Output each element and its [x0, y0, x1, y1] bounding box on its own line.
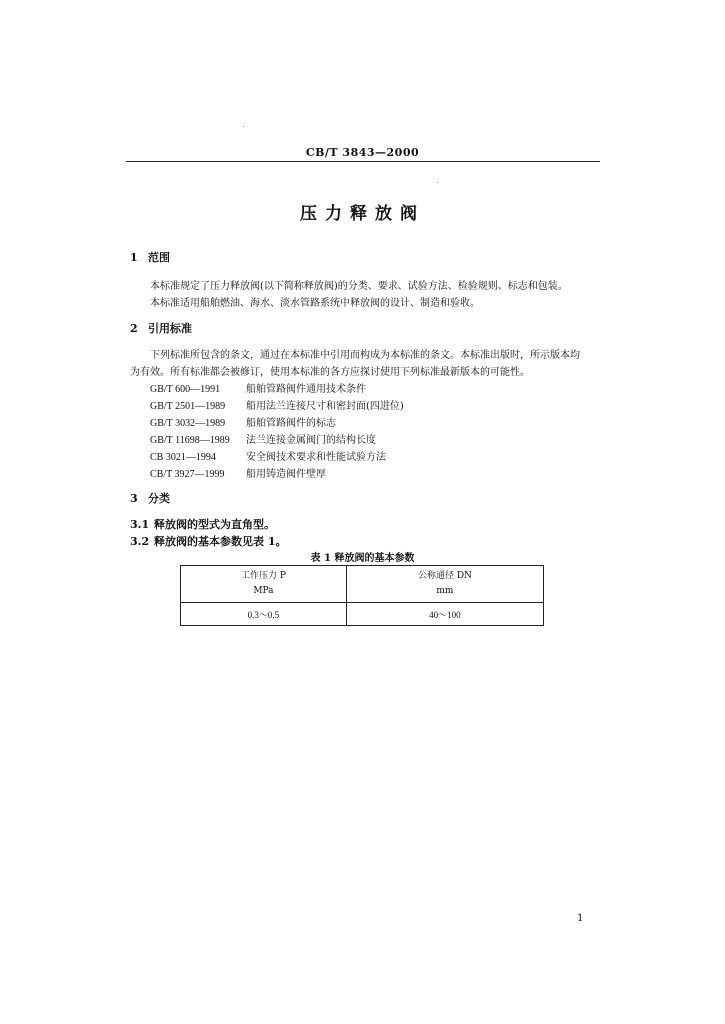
column-unit: MPa [253, 586, 274, 596]
header-rule [126, 161, 600, 162]
parameters-table [180, 565, 544, 626]
table-row [181, 603, 544, 626]
column-unit: mm [436, 586, 454, 596]
reference-title: 船舶管路阀件的标志 [246, 418, 336, 429]
reference-code: GB/T 3032—1989 [150, 418, 226, 429]
reference-code: GB/T 11698—1989 [150, 435, 230, 446]
standard-code: CB/T 3843—2000 [305, 146, 420, 159]
header-cell-pressure [181, 566, 347, 603]
table-caption: 表 1 释放阀的基本参数 [310, 553, 415, 564]
section-heading-text: 范围 [148, 251, 170, 264]
reference-item [150, 465, 326, 480]
clause-text: 释放阀的型式为直角型。 [154, 518, 275, 531]
reference-title: 船用铸造阀件壁厚 [246, 469, 326, 480]
reference-title: 安全阀技术要求和性能试验方法 [246, 452, 386, 463]
section-2-intro-line-1: 下列标准所包含的条文，通过在本标准中引用而构成为本标准的条文。本标准出版时，所示版本均 [150, 350, 580, 361]
reference-item [150, 380, 366, 395]
page-number: 1 [577, 913, 584, 924]
reference-code: CB 3021—1994 [150, 452, 216, 463]
column-label: 公称通径 DN [417, 571, 472, 581]
clause-number: 3.2 [130, 535, 150, 548]
section-1-heading [130, 249, 170, 265]
section-2-heading [130, 320, 192, 336]
reference-item [150, 414, 336, 429]
section-number: 3 [130, 492, 138, 505]
reference-item [150, 397, 404, 412]
document-title: 压力释放阀 [300, 204, 425, 224]
section-1-paragraph-1: 本标准规定了压力释放阀(以下简称释放阀)的分类、要求、试验方法、检验规则、标志和包装。 [150, 281, 568, 292]
clause-number: 3.1 [130, 518, 150, 531]
section-3-heading [130, 490, 170, 506]
header-cell-diameter [346, 566, 543, 603]
section-number: 2 [130, 322, 138, 335]
section-number: 1 [130, 251, 138, 264]
reference-item [150, 448, 386, 463]
clause-3-1 [130, 516, 275, 532]
reference-item [150, 431, 376, 446]
section-1-paragraph-2: 本标准适用船舶燃油、海水、淡水管路系统中释放阀的设计、制造和验收。 [150, 298, 480, 309]
table-cell: 0.3～0.5 [181, 603, 347, 626]
column-label: 工作压力 P [240, 571, 286, 581]
section-heading-text: 分类 [148, 492, 170, 505]
reference-title: 船舶管路阀件通用技术条件 [246, 384, 366, 395]
reference-title: 船用法兰连接尺寸和密封面(四进位) [246, 401, 404, 412]
clause-3-2 [130, 533, 286, 549]
scan-speck [437, 182, 438, 183]
clause-text: 释放阀的基本参数见表 1。 [154, 535, 287, 548]
reference-code: CB/T 3927—1999 [150, 469, 225, 480]
reference-code: GB/T 600—1991 [150, 384, 221, 395]
table-cell: 40～100 [346, 603, 543, 626]
reference-title: 法兰连接金属阀门的结构长度 [246, 435, 376, 446]
table-header-row [181, 566, 544, 603]
section-heading-text: 引用标准 [148, 322, 192, 335]
reference-code: GB/T 2501—1989 [150, 401, 226, 412]
scan-speck [243, 126, 244, 127]
section-2-intro-line-2: 为有效。所有标准都会被修订，使用本标准的各方应探讨使用下列标准最新版本的可能性。 [130, 367, 530, 378]
